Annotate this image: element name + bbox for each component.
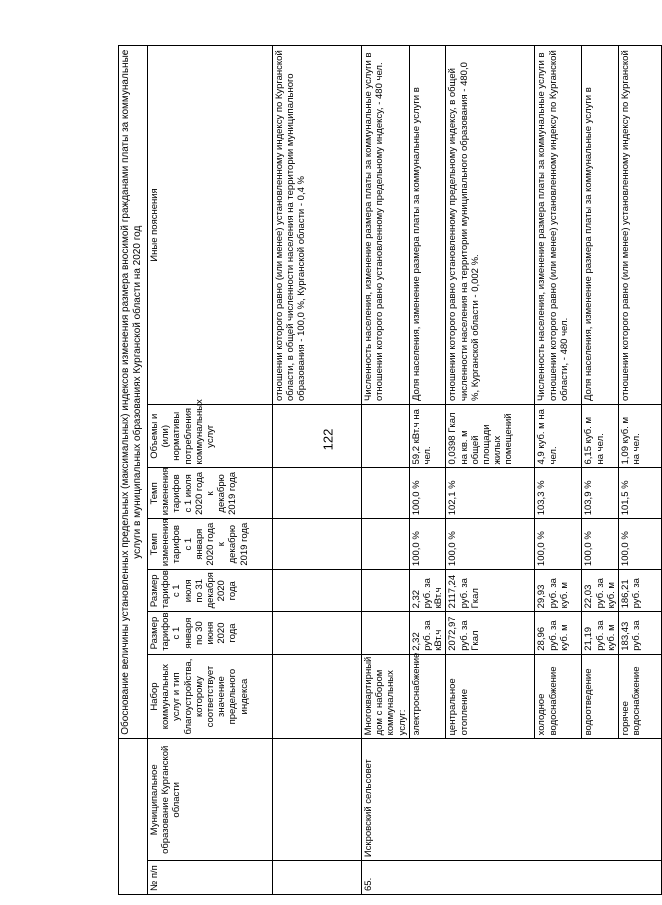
cell-tariff-jan: 28,96 руб. за куб. м (535, 612, 582, 654)
header-municipality: Муниципальное образование Курганской области (148, 739, 273, 861)
cell-note: Численность населения, изменение размера платы за коммунальные услуги в отношении которого равно установленному предельному индексу, - 480 чел. (362, 46, 410, 405)
cell-rate-jan (362, 519, 410, 570)
cell-tariff-jan: 2,32 руб. за кВт.ч (409, 612, 446, 654)
cell-rate-jul: 103,3 % (535, 468, 582, 519)
cell-num (273, 861, 362, 895)
cell-municipality (273, 739, 362, 861)
cell-tariff-jul: 2117,24 руб. за Гкал (446, 570, 535, 612)
page-number: 122 (320, 428, 336, 451)
cell-rate-jan: 100,0 % (582, 519, 619, 570)
header-tariff-jan: Размер тарифов с 1 января по 30 июня 2020 года (148, 612, 273, 654)
header-rate-jul: Темп изменения тарифов с 1 июля 2020 года к декабрю 2019 года (148, 468, 273, 519)
cell-note: отношении которого равно (или менее) установленному индексу по Курганской (619, 46, 662, 405)
cell-tariff-jul: 22,03 руб. за куб. м (582, 570, 619, 612)
cell-rate-jul (273, 468, 362, 519)
cell-rate-jan: 100,0 % (446, 519, 535, 570)
cell-rate-jan (273, 519, 362, 570)
cell-rate-jul (362, 468, 410, 519)
cell-volume: 1,09 куб. м на чел. (619, 405, 662, 469)
cell-tariff-jul: 2,32 руб. за кВт.ч (409, 570, 446, 612)
municipality-name: Искровский сельсовет (362, 739, 662, 861)
cell-rate-jul: 101,5 % (619, 468, 662, 519)
header-num: № п/п (148, 861, 273, 895)
cell-note: Численность населения, изменение размера платы за коммунальные услуги в отношении которого равно (или менее) установленному индексу по Курганской области, - 480 чел. (535, 46, 582, 405)
cell-rate-jan: 100,0 % (619, 519, 662, 570)
cell-rate-jul: 103,9 % (582, 468, 619, 519)
cell-tariff-jan (273, 612, 362, 654)
cell-note: Доля населения, изменение размера платы за коммунальные услуги в (582, 46, 619, 405)
header-volumes: Объемы и (или) нормативы потребления коммунальных услуг (148, 405, 273, 469)
cell-tariff-jan: 183,43 руб. за (619, 612, 662, 654)
cell-rate-jul: 100,0 % (409, 468, 446, 519)
cell-tariff-jan: 21,19 руб. за куб. м (582, 612, 619, 654)
header-notes: Иные пояснения (148, 46, 273, 405)
cell-volume: 0,0398 Гкал на кв. м общей площади жилых помещений (446, 405, 535, 469)
cell-volume: 59,2 кВт.ч на чел. (409, 405, 446, 469)
cell-service: Многоквартирный дом с набором коммунальных услуг: (362, 654, 410, 739)
table-left-blank-cell (119, 739, 148, 895)
cell-service: холодное водоснабжение (535, 654, 582, 739)
table-title: Обоснование величины установленных предельных (максимальных) индексов изменения размера вносимой гражданами платы за коммунальные услуги в муниципальных образованиях Курганской области на 2020 год (119, 46, 148, 739)
cell-tariff-jul: 29,93 руб. за куб. м (535, 570, 582, 612)
cell-tariff-jan (362, 612, 410, 654)
cell-service: горячее водоснабжение (619, 654, 662, 739)
row-number: 65. (362, 861, 662, 895)
cell-note: отношении которого равно (или менее) установленному индексу по Курганской области, в общей численности населения на территории муниципального образования - 100,0 %, Курганской области - 0,4 % (273, 46, 362, 405)
cell-tariff-jan: 2072,97 руб. за Гкал (446, 612, 535, 654)
rotated-page-content (118, 45, 643, 895)
header-service-set: Набор коммунальных услуг и тип благоустройства, которому соответствует значение предельного индекса (148, 654, 273, 739)
tariff-index-table (118, 45, 662, 895)
table-row (273, 46, 362, 895)
cell-tariff-jul (362, 570, 410, 612)
cell-service: центральное отопление (446, 654, 535, 739)
cell-service: электроснабжение (409, 654, 446, 739)
cell-note: Доля населения, изменение размера платы за коммунальные услуги в (409, 46, 446, 405)
header-rate-jan: Темп изменения тарифов с 1 января 2020 года к декабрю 2019 года (148, 519, 273, 570)
cell-tariff-jul (273, 570, 362, 612)
cell-service (273, 654, 362, 739)
header-tariff-jul: Размер тарифов с 1 июля по 31 декабря 2020 года (148, 570, 273, 612)
cell-service: водоотведение (582, 654, 619, 739)
cell-rate-jan: 100,0 % (409, 519, 446, 570)
cell-volume: 6,15 куб. м на чел. (582, 405, 619, 469)
table-row (362, 46, 410, 895)
cell-rate-jan: 100,0 % (535, 519, 582, 570)
cell-volume: 4,9 куб. м на чел. (535, 405, 582, 469)
cell-rate-jul: 102,1 % (446, 468, 535, 519)
cell-tariff-jul: 186,21 руб. за (619, 570, 662, 612)
cell-volume (273, 405, 362, 469)
cell-volume (362, 405, 410, 469)
cell-note: отношении которого равно установленному предельному индексу, в общей численности населения на территории муниципального образования - 480,0 %, Курганской области - 0,002 %. (446, 46, 535, 405)
